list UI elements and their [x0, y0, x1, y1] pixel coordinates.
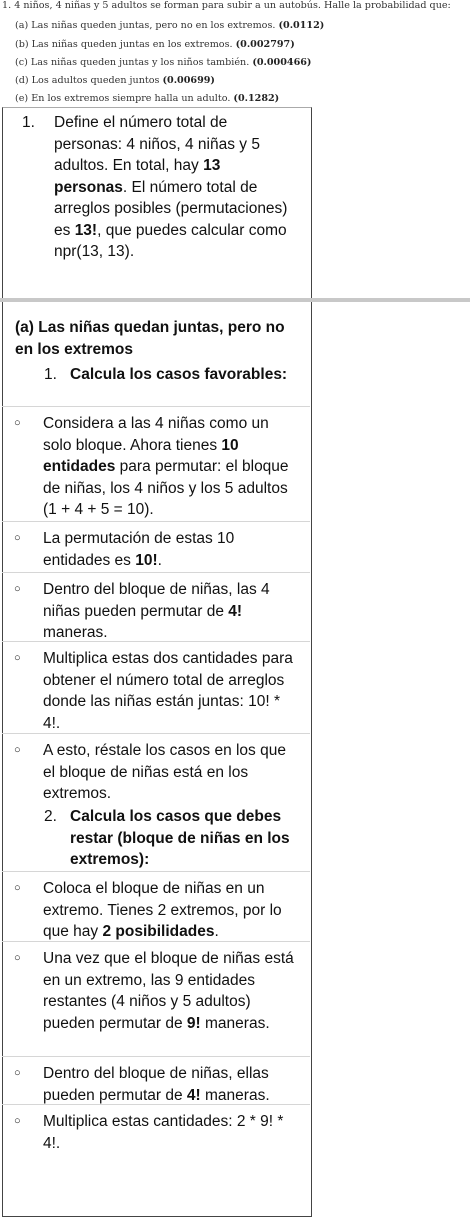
option-a-answer: (0.0112): [278, 20, 325, 31]
section-a-title: (a) Las niñas quedan juntas, pero no en los extremos: [15, 319, 285, 358]
step-favorable-cases: 1. Calcula los casos favorables:: [44, 366, 288, 383]
option-d: (d) Los adultos queden juntos (0.00699): [15, 75, 215, 86]
bullet-circle-icon: ○: [14, 583, 21, 595]
problem-title: 1. 4 niños, 4 niñas y 5 adultos se forman para subir a un autobús. Halle la probabilidad que:: [2, 0, 451, 11]
list-item: ○ Coloca el bloque de niñas en un extremo. Tienes 2 extremos, por lo que hay 2 posibilidades.: [2, 871, 310, 943]
option-a: (a) Las niñas queden juntas, pero no en los extremos. (0.0112): [15, 20, 325, 31]
step-total-arrangements: [22, 112, 292, 263]
option-e: (e) En los extremos siempre halla un adulto. (0.1282): [15, 93, 280, 104]
list-item: ○ Dentro del bloque de niñas, las 4 niñas pueden permutar de 4! maneras.: [2, 572, 310, 644]
item-text: Define el número total de personas: 4 niños, 4 niñas y 5 adultos. En total, hay 13 personas. El número total de arreglos posibles (permutaciones) es 13!, que puedes calcular como npr(13, 13).: [54, 114, 288, 260]
option-c: (c) Las niñas queden juntas y los niños también. (0.000466): [15, 57, 312, 68]
item-number: 1.: [22, 114, 35, 131]
list-item: ○ Considera a las 4 niñas como un solo bloque. Ahora tienes 10 entidades para permutar: el bloque de niñas, los 4 niños y los 5 adultos (1 + 4 + 5 = 10).: [2, 406, 310, 521]
option-b: (b) Las niñas queden juntas en los extremos. (0.002797): [15, 39, 295, 50]
list-item: ○ La permutación de estas 10 entidades es 10!.: [2, 521, 310, 571]
list-item: ○ A esto, réstale los casos en los que el bloque de niñas está en los extremos.: [2, 733, 310, 805]
option-d-answer: (0.00699): [162, 75, 215, 86]
option-c-answer: (0.000466): [252, 57, 312, 68]
bullet-circle-icon: ○: [14, 417, 21, 429]
bullet-circle-icon: ○: [14, 532, 21, 544]
option-e-answer: (0.1282): [233, 93, 280, 104]
step-cases-to-subtract: 2. Calcula los casos que debes restar (bloque de niñas en los extremos):: [44, 808, 290, 868]
list-item: ○ Una vez que el bloque de niñas está en un extremo, las 9 entidades restantes (4 niños y 5 adultos) pueden permutar de 9! maneras.: [2, 941, 310, 1034]
bullet-circle-icon: ○: [14, 652, 21, 664]
list-item: ○ Dentro del bloque de niñas, ellas pueden permutar de 4! maneras.: [2, 1056, 310, 1106]
bullet-circle-icon: ○: [14, 744, 21, 756]
list-item: ○ Multiplica estas dos cantidades para obtener el número total de arreglos donde las niñas están juntas: 10! * 4!.: [2, 641, 310, 734]
bullet-circle-icon: ○: [14, 1115, 21, 1127]
bullet-circle-icon: ○: [14, 1067, 21, 1079]
bullet-circle-icon: ○: [14, 952, 21, 964]
bullet-circle-icon: ○: [14, 882, 21, 894]
option-b-answer: (0.002797): [235, 39, 295, 50]
list-item: ○ Multiplica estas cantidades: 2 * 9! * 4!.: [2, 1104, 310, 1154]
